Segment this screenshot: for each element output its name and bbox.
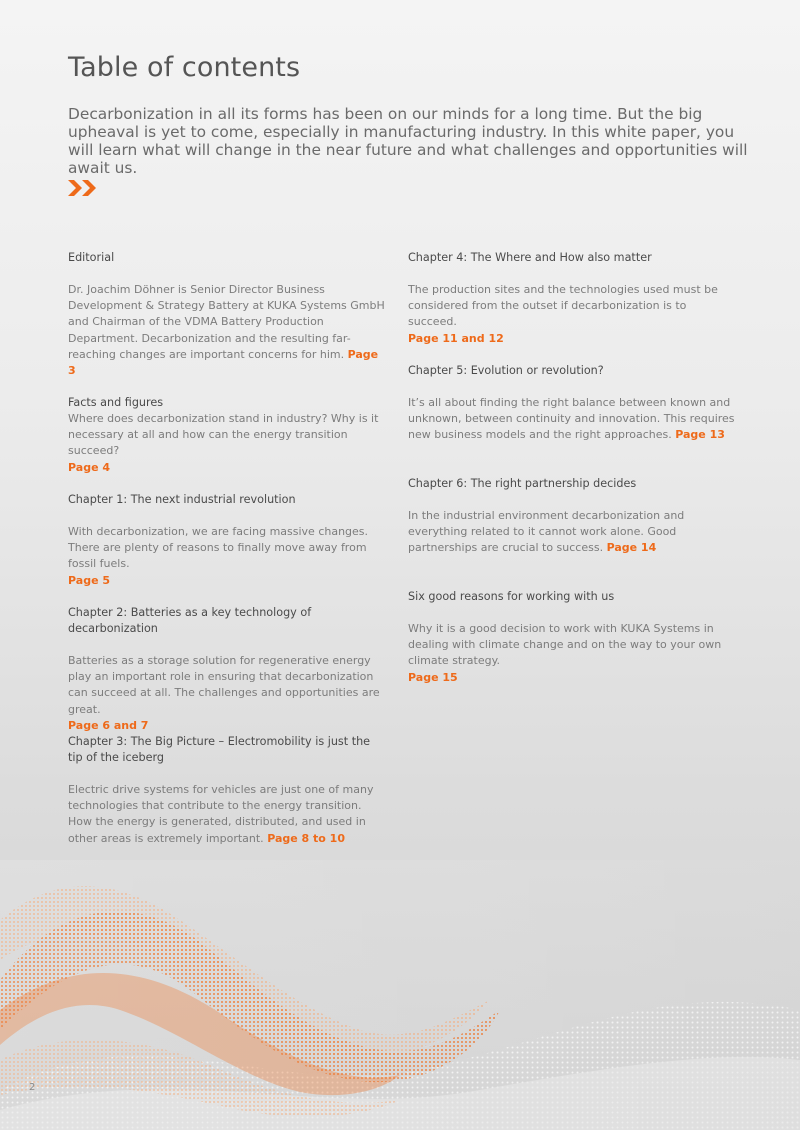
page-link[interactable]: Page 3 [68, 347, 379, 378]
toc-entry-heading: Chapter 1: The next industrial revolution [68, 493, 296, 506]
toc-entry-text: The production sites and the technologies used must be considered from the outset if decarbonization is to succeed. [408, 283, 718, 329]
double-chevron-right-icon [68, 178, 104, 198]
toc-entry-text: It’s all about finding the right balance between known and unknown, between continuity and innovation. This requires new business models and the right approaches. [408, 396, 735, 442]
toc-entry-text: Batteries as a storage solution for regenerative energy play an important role in ensuring that decarbonization can succeed at all. The challenges and opportunities are great. [68, 654, 380, 716]
toc-entry-heading: Chapter 4: The Where and How also matter [408, 251, 652, 264]
page-title: Table of contents [68, 52, 301, 83]
toc-entry-description [68, 524, 388, 589]
toc-entry-description [68, 411, 388, 476]
toc-entry-text: With decarbonization, we are facing massive changes. There are plenty of reasons to finally move away from fossil fuels. [68, 525, 369, 571]
toc-entry-heading: Chapter 3: The Big Picture – Electromobility is just the tip of the iceberg [68, 735, 371, 764]
toc-entry-editorial [68, 250, 388, 379]
toc-entry-chapter-3 [68, 734, 388, 847]
toc-entry-chapter-4 [408, 250, 736, 347]
toc-entry-chapter-2 [68, 605, 388, 734]
toc-entry-description [408, 395, 736, 444]
toc-entry-heading: Chapter 2: Batteries as a key technology of decarbonization [68, 606, 312, 635]
page-link[interactable]: Page 15 [408, 670, 458, 684]
toc-entry-text: Dr. Joachim Döhner is Senior Director Business Development & Strategy Battery at KUKA Systems GmbH and Chairman of the VDMA Battery Production Department. Decarbonization and the resulting far-reaching changes are important concerns for him. [68, 283, 385, 361]
page-link[interactable]: Page 14 [606, 541, 657, 555]
page-link[interactable]: Page 4 [68, 460, 111, 474]
page-link[interactable]: Page 6 and 7 [68, 718, 149, 732]
toc-entry-heading: Chapter 6: The right partnership decides [408, 477, 637, 490]
toc-entry-description [68, 782, 388, 847]
toc-entry-text: Electric drive systems for vehicles are just one of many technologies that contribute to the energy transition. How the energy is generated, distributed, and used in other areas is extremely important. [68, 783, 374, 845]
page-number: 2 [29, 1082, 36, 1093]
toc-entry-heading: Editorial [68, 251, 115, 264]
toc-entry-six-reasons [408, 589, 736, 686]
toc-entry-text: Where does decarbonization stand in industry? Why is it necessary at all and how can the energy transition succeed? [68, 412, 379, 458]
page-link[interactable]: Page 8 to 10 [267, 831, 345, 845]
toc-entry-heading: Six good reasons for working with us [408, 590, 615, 603]
toc-entry-facts-and-figures [68, 395, 388, 476]
toc-entry-description [408, 621, 736, 686]
intro-paragraph: Decarbonization in all its forms has been on our minds for a long time. But the big upheaval is yet to come, especially in manufacturing industry. In this white paper, you will learn what will change in the near future and what challenges and opportunities will await us. [68, 105, 748, 177]
toc-entry-description [68, 653, 388, 734]
page-link[interactable]: Page 11 and 12 [408, 331, 504, 345]
toc-entry-chapter-6 [408, 476, 736, 557]
toc-entry-description [408, 508, 736, 557]
decorative-wave-graphic [0, 860, 800, 1130]
toc-entry-text: In the industrial environment decarbonization and everything related to it cannot work alone. Good partnerships are crucial to success. [408, 509, 685, 555]
toc-entry-description [68, 282, 388, 379]
page-link[interactable]: Page 13 [675, 428, 725, 442]
toc-entry-heading: Chapter 5: Evolution or revolution? [408, 364, 604, 377]
toc-entry-text: Why it is a good decision to work with KUKA Systems in dealing with climate change and on the way to your own climate strategy. [408, 622, 722, 668]
toc-entry-chapter-1 [68, 492, 388, 589]
toc-entry-heading: Facts and figures [68, 396, 164, 409]
toc-entry-description [408, 282, 736, 347]
toc-entry-chapter-5 [408, 363, 736, 444]
page-link[interactable]: Page 5 [68, 573, 111, 587]
